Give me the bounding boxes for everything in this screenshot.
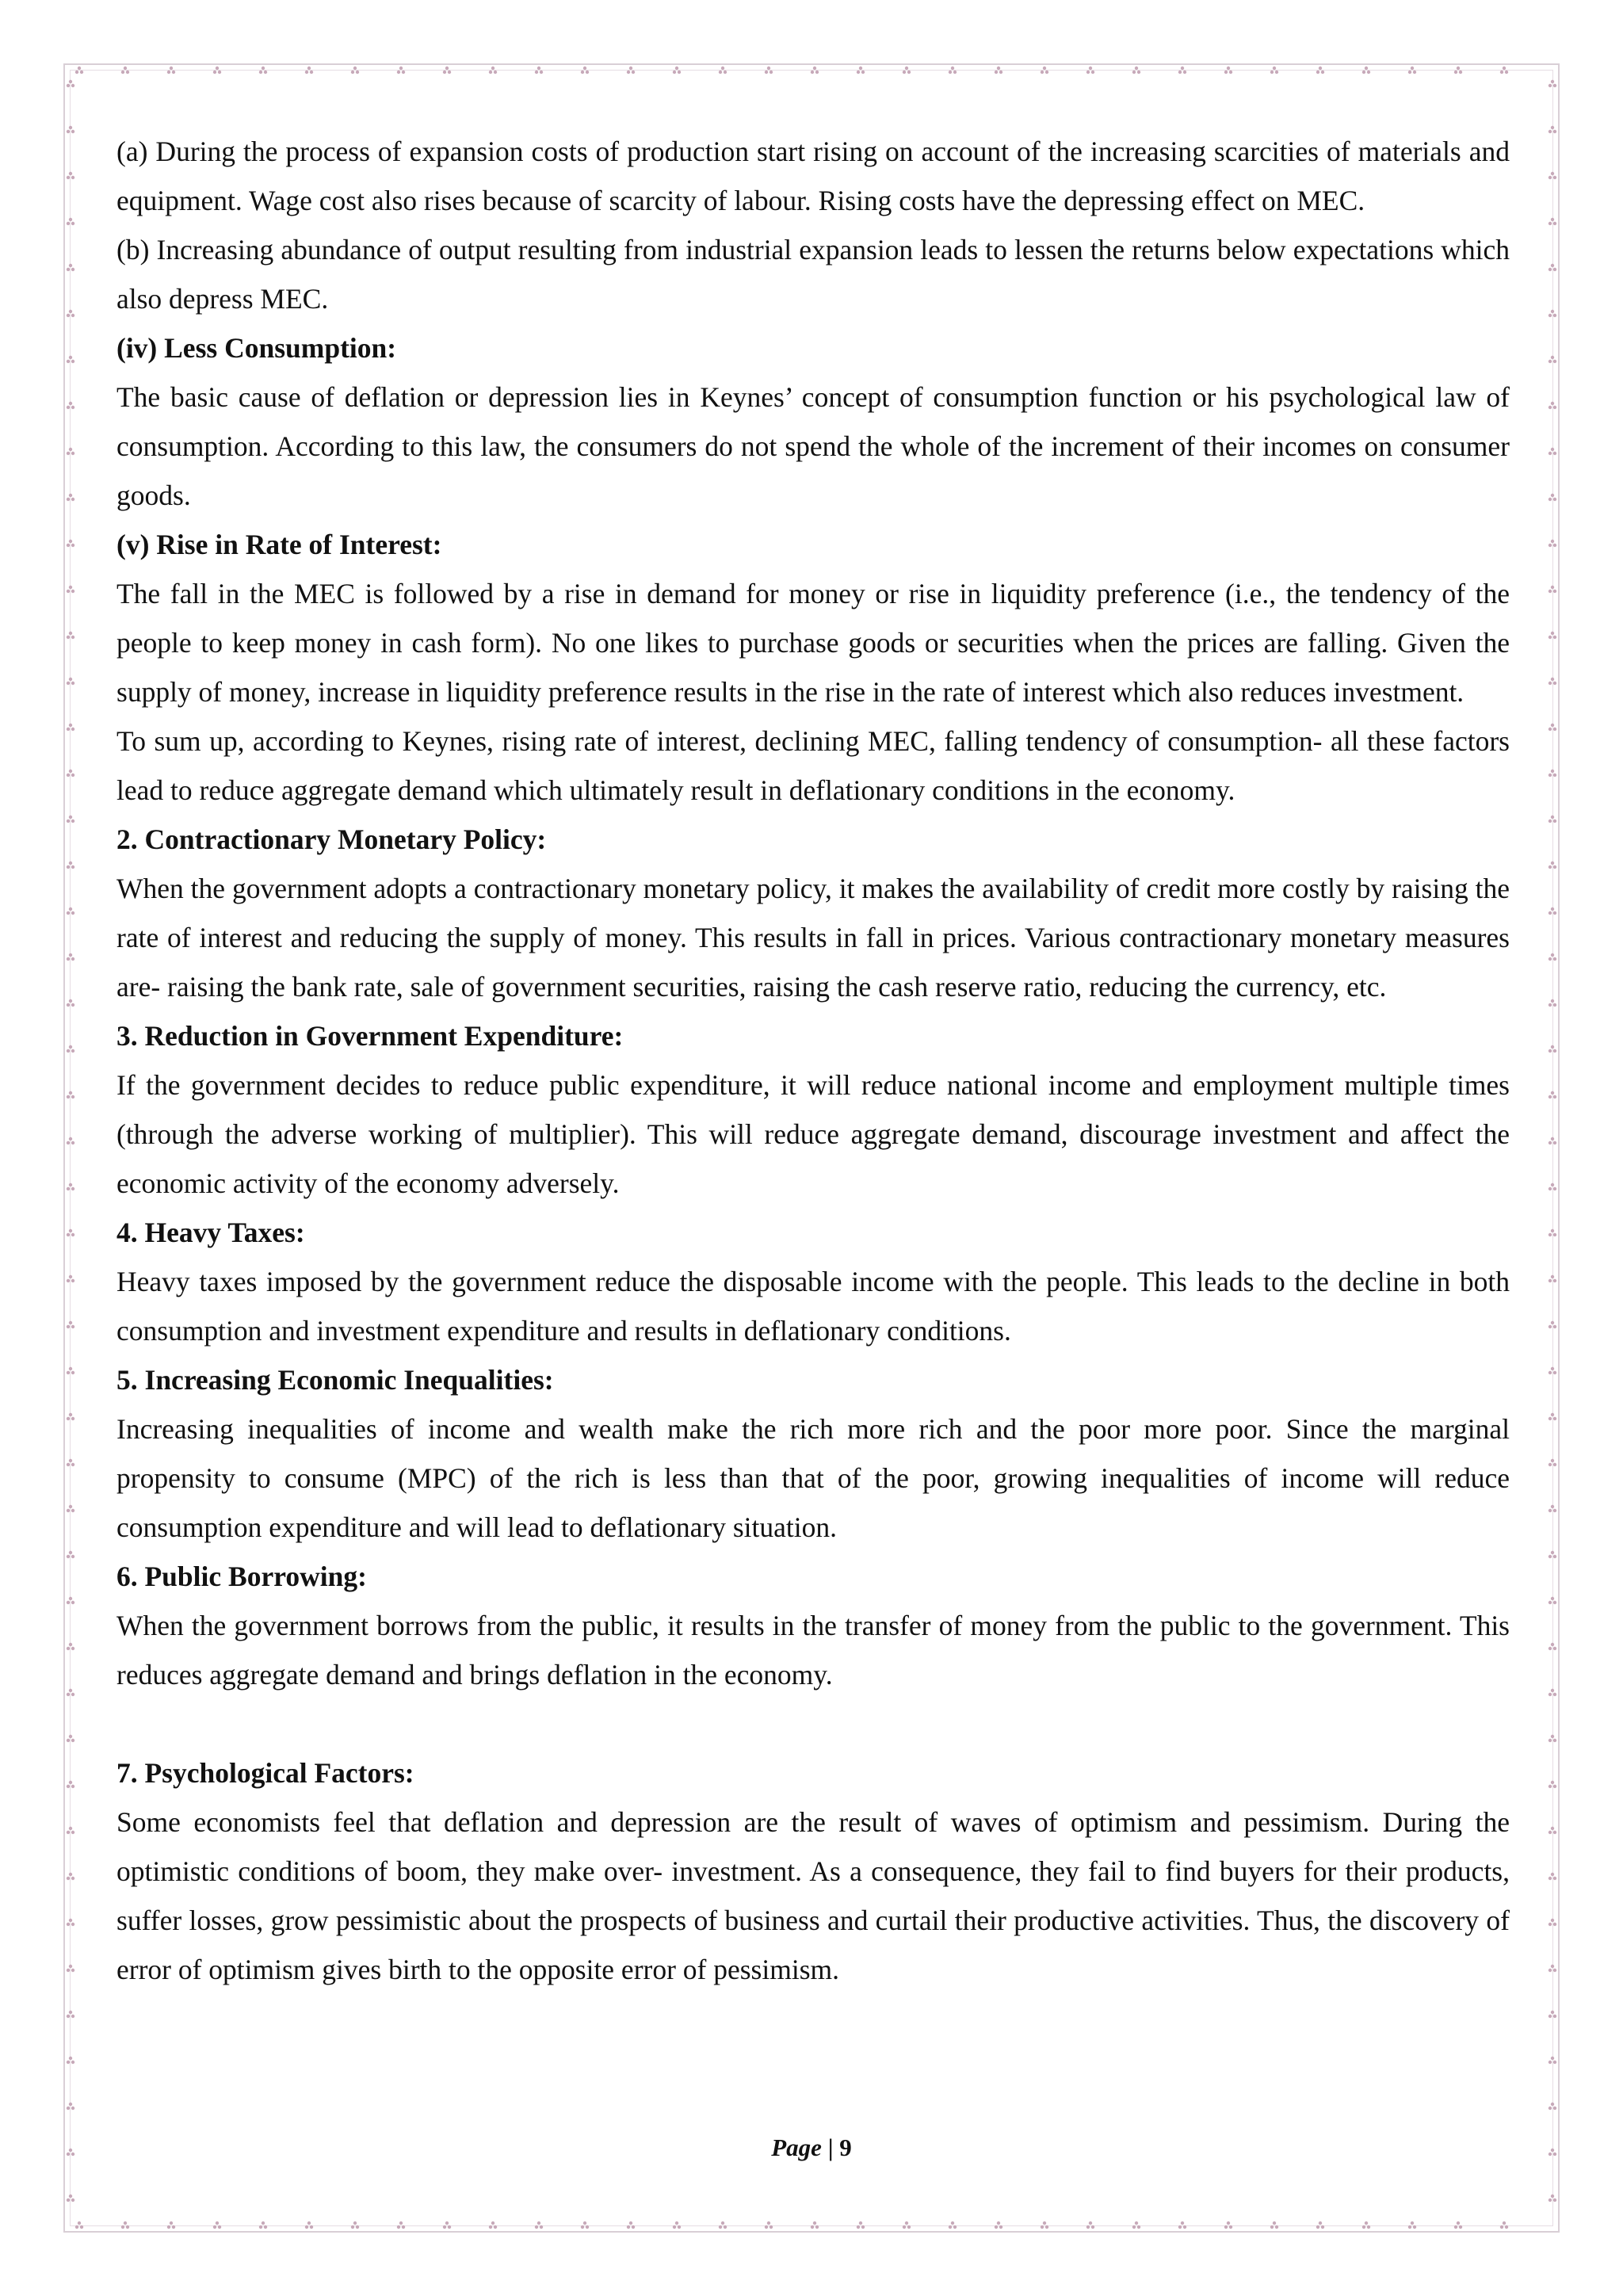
heading-heavy-taxes: 4. Heavy Taxes: — [116, 1217, 305, 1248]
para-psychological: Some economists feel that deflation and depression are the result of waves of optimism and pessimism. During the optimistic conditions of boom, they make over- investment. As a consequence, they fail to find buyers for their products, suffer losses, grow pessimistic about the prospects of business and curtail their productive activities. Thus, the discovery of error of optimism gives birth to the opposite error of pessimism. — [116, 1806, 1510, 1985]
para-heavy-taxes: Heavy taxes imposed by the government reduce the disposable income with the people. This leads to the decline in both consumption and investment expenditure and results in deflationary conditions. — [116, 1266, 1510, 1347]
page-label: Page — [771, 2134, 822, 2161]
heading-rise-interest: (v) Rise in Rate of Interest: — [116, 529, 442, 560]
para-govt-expenditure: If the government decides to reduce public expenditure, it will reduce national income and employment multiple times (through the adverse working of multiplier). This will reduce aggregate demand, discourage investment and affect the economic activity of the economy adversely. — [116, 1069, 1510, 1199]
border-ornament-left — [65, 76, 76, 2220]
heading-less-consumption: (iv) Less Consumption: — [116, 332, 397, 364]
border-ornament-bottom — [71, 2220, 1552, 2231]
border-ornament-right — [1547, 76, 1558, 2220]
heading-public-borrowing: 6. Public Borrowing: — [116, 1561, 367, 1592]
para-public-borrowing: When the government borrows from the public, it results in the transfer of money from the public to the government. This reduces aggregate demand and brings deflation in the economy. — [116, 1610, 1510, 1690]
heading-psychological: 7. Psychological Factors: — [116, 1757, 414, 1789]
heading-monetary-policy: 2. Contractionary Monetary Policy: — [116, 823, 547, 855]
page-footer — [0, 2134, 1623, 2162]
border-ornament-top — [71, 65, 1552, 76]
para-sum-up: To sum up, according to Keynes, rising rate of interest, declining MEC, falling tendency of consumption- all these factors lead to reduce aggregate demand which ultimately result in deflationary conditions in the economy. — [116, 725, 1510, 806]
heading-inequalities: 5. Increasing Economic Inequalities: — [116, 1364, 554, 1396]
para-less-consumption: The basic cause of deflation or depression lies in Keynes’ concept of consumption function or his psychological law of consumption. According to this law, the consumers do not spend the whole of the increment of their incomes on consumer goods. — [116, 381, 1510, 511]
heading-govt-expenditure: 3. Reduction in Government Expenditure: — [116, 1020, 624, 1052]
para-monetary-policy: When the government adopts a contractionary monetary policy, it makes the availability of credit more costly by raising the rate of interest and reducing the supply of money. This results in fall in prices. Various contractionary monetary measures are- raising the bank rate, sale of government securities, raising the cash reserve ratio, reducing the currency, etc. — [116, 873, 1510, 1003]
para-inequalities: Increasing inequalities of income and wealth make the rich more rich and the poor more poor. Since the marginal propensity to consume (MPC) of the rich is less than that of the poor, growing inequalities of income will reduce consumption expenditure and will lead to deflationary situation. — [116, 1413, 1510, 1543]
page-separator: | — [827, 2134, 834, 2161]
para-rise-interest: The fall in the MEC is followed by a rise in demand for money or rise in liquidity preference (i.e., the tendency of the people to keep money in cash form). No one likes to purchase goods or securities when the prices are falling. Given the supply of money, increase in liquidity preference results in the rise in the rate of interest which also reduces investment. — [116, 578, 1510, 708]
document-body — [116, 127, 1510, 1994]
blank-line — [116, 1699, 1510, 1748]
para-abundance-output: (b) Increasing abundance of output resulting from industrial expansion leads to lessen the returns below expectations which also depress MEC. — [116, 234, 1510, 315]
para-expansion-costs: (a) During the process of expansion costs of production start rising on account of the increasing scarcities of materials and equipment. Wage cost also rises because of scarcity of labour. Rising costs have the depressing effect on MEC. — [116, 136, 1510, 216]
page-number: 9 — [839, 2134, 852, 2161]
